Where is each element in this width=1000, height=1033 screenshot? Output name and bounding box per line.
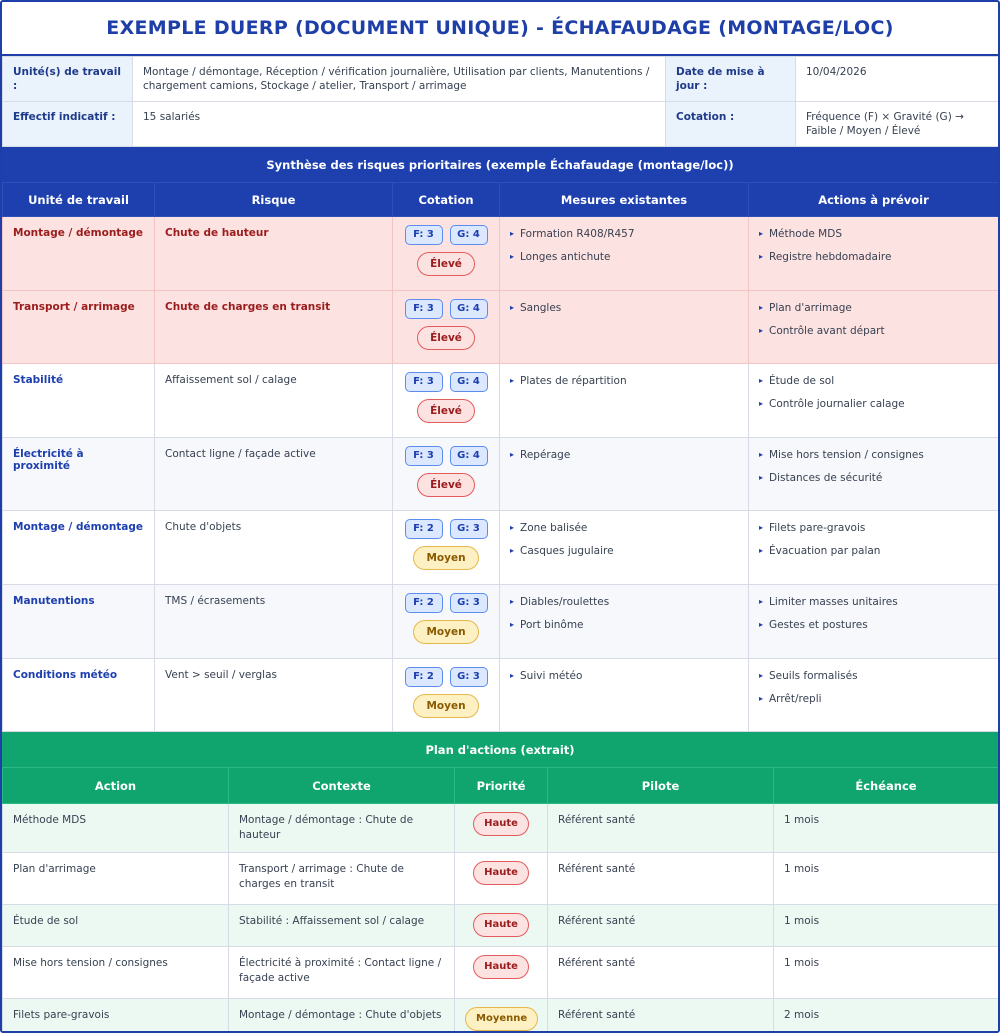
risk-row — [3, 437, 999, 511]
plan-row — [3, 804, 999, 853]
plan-pilot: Référent santé — [548, 947, 774, 999]
risk-measures — [500, 437, 749, 511]
risk-name: Chute de charges en transit — [155, 290, 393, 364]
plan-action: Mise hors tension / consignes — [3, 947, 229, 999]
info-table — [2, 56, 999, 147]
action-item: ▸ Filets pare-gravois — [759, 521, 988, 535]
risk-unit: Manutentions — [3, 584, 155, 658]
plan-pilot: Référent santé — [548, 804, 774, 853]
risks-header-risk: Risque — [155, 183, 393, 217]
risk-measures — [500, 290, 749, 364]
plan-context: Montage / démontage : Chute de hauteur — [229, 804, 455, 853]
plan-context: Transport / arrimage : Chute de charges en transit — [229, 853, 455, 905]
plan-row — [3, 853, 999, 905]
units-value: Montage / démontage, Réception / vérification journalière, Utilisation par clients, Manutentions / chargement camions, Stockage / atelier, Transport / arrimage — [133, 57, 666, 102]
frequency-chip: F: 3 — [405, 372, 443, 392]
plan-due: 1 mois — [774, 804, 999, 853]
risk-unit: Transport / arrimage — [3, 290, 155, 364]
plan-banner: Plan d'actions (extrait) — [2, 732, 998, 767]
risks-header-row — [3, 183, 999, 217]
measure-item: ▸ Repérage — [510, 448, 738, 462]
measure-item: ▸ Port binôme — [510, 618, 738, 632]
risk-measures — [500, 584, 749, 658]
action-item: ▸ Distances de sécurité — [759, 471, 988, 485]
risk-level-badge: Élevé — [417, 252, 475, 276]
risk-unit: Montage / démontage — [3, 217, 155, 291]
plan-pilot: Référent santé — [548, 905, 774, 947]
plan-action: Étude de sol — [3, 905, 229, 947]
action-item: ▸ Étude de sol — [759, 374, 988, 388]
risk-actions — [749, 511, 999, 585]
risk-measures — [500, 511, 749, 585]
priority-badge: Haute — [473, 955, 529, 979]
date-label: Date de mise à jour : — [666, 57, 796, 102]
risks-header-actions: Actions à prévoir — [749, 183, 999, 217]
action-item: ▸ Méthode MDS — [759, 227, 988, 241]
risk-cotation — [393, 584, 500, 658]
plan-header-context: Contexte — [229, 768, 455, 804]
risk-level-badge: Moyen — [413, 694, 478, 718]
measure-item: ▸ Zone balisée — [510, 521, 738, 535]
risk-actions — [749, 290, 999, 364]
risks-header-cotation: Cotation — [393, 183, 500, 217]
risk-level-badge: Moyen — [413, 546, 478, 570]
risk-level-badge: Élevé — [417, 473, 475, 497]
priority-badge: Haute — [473, 913, 529, 937]
risk-measures — [500, 217, 749, 291]
risk-cotation — [393, 511, 500, 585]
plan-action: Méthode MDS — [3, 804, 229, 853]
frequency-chip: F: 2 — [405, 593, 443, 613]
risk-unit: Conditions météo — [3, 658, 155, 732]
plan-header-row — [3, 768, 999, 804]
gravity-chip: G: 4 — [450, 446, 488, 466]
risk-unit: Stabilité — [3, 364, 155, 438]
risk-unit: Montage / démontage — [3, 511, 155, 585]
units-label: Unité(s) de travail : — [3, 57, 133, 102]
risk-cotation — [393, 658, 500, 732]
risk-actions — [749, 437, 999, 511]
risk-level-badge: Élevé — [417, 399, 475, 423]
risk-actions — [749, 364, 999, 438]
risk-name: Affaissement sol / calage — [155, 364, 393, 438]
frequency-chip: F: 2 — [405, 667, 443, 687]
gravity-chip: G: 3 — [450, 519, 488, 539]
risk-actions — [749, 584, 999, 658]
risk-cotation — [393, 364, 500, 438]
plan-priority — [455, 804, 548, 853]
risk-row — [3, 511, 999, 585]
action-item: ▸ Plan d'arrimage — [759, 301, 988, 315]
measure-item: ▸ Diables/roulettes — [510, 595, 738, 609]
risks-banner: Synthèse des risques prioritaires (exemple Échafaudage (montage/loc)) — [2, 147, 998, 182]
risk-level-badge: Moyen — [413, 620, 478, 644]
risk-row — [3, 584, 999, 658]
cotation-value: Fréquence (F) × Gravité (G) → Faible / Moyen / Élevé — [796, 102, 999, 147]
measure-item: ▸ Plates de répartition — [510, 374, 738, 388]
plan-due: 1 mois — [774, 853, 999, 905]
risk-cotation — [393, 290, 500, 364]
risks-header-unit: Unité de travail — [3, 183, 155, 217]
priority-badge: Moyenne — [465, 1007, 538, 1031]
plan-action: Plan d'arrimage — [3, 853, 229, 905]
page-title: EXEMPLE DUERP (DOCUMENT UNIQUE) - ÉCHAFAUDAGE (MONTAGE/LOC) — [2, 2, 998, 56]
frequency-chip: F: 3 — [405, 446, 443, 466]
action-item: ▸ Registre hebdomadaire — [759, 250, 988, 264]
risk-actions — [749, 658, 999, 732]
priority-badge: Haute — [473, 812, 529, 836]
risk-name: Contact ligne / façade active — [155, 437, 393, 511]
staff-label: Effectif indicatif : — [3, 102, 133, 147]
action-item: ▸ Seuils formalisés — [759, 669, 988, 683]
risk-name: Chute d'objets — [155, 511, 393, 585]
frequency-chip: F: 2 — [405, 519, 443, 539]
action-item: ▸ Limiter masses unitaires — [759, 595, 988, 609]
action-item: ▸ Arrêt/repli — [759, 692, 988, 706]
plan-due: 1 mois — [774, 947, 999, 999]
plan-pilot: Référent santé — [548, 999, 774, 1033]
risks-table — [2, 182, 999, 732]
risk-cotation — [393, 437, 500, 511]
risks-header-measures: Mesures existantes — [500, 183, 749, 217]
gravity-chip: G: 3 — [450, 667, 488, 687]
plan-action: Filets pare-gravois — [3, 999, 229, 1033]
risk-measures — [500, 658, 749, 732]
action-item: ▸ Gestes et postures — [759, 618, 988, 632]
plan-row — [3, 947, 999, 999]
risk-name: Chute de hauteur — [155, 217, 393, 291]
plan-header-pilot: Pilote — [548, 768, 774, 804]
risk-cotation — [393, 217, 500, 291]
frequency-chip: F: 3 — [405, 225, 443, 245]
plan-header-action: Action — [3, 768, 229, 804]
risk-actions — [749, 217, 999, 291]
plan-priority — [455, 999, 548, 1033]
plan-header-due: Échéance — [774, 768, 999, 804]
risk-level-badge: Élevé — [417, 326, 475, 350]
priority-badge: Haute — [473, 861, 529, 885]
risk-unit: Électricité à proximité — [3, 437, 155, 511]
risk-name: Vent > seuil / verglas — [155, 658, 393, 732]
staff-value: 15 salariés — [133, 102, 666, 147]
plan-table — [2, 767, 999, 1033]
plan-due: 2 mois — [774, 999, 999, 1033]
action-item: ▸ Contrôle avant départ — [759, 324, 988, 338]
action-item: ▸ Contrôle journalier calage — [759, 397, 988, 411]
plan-priority — [455, 853, 548, 905]
plan-context: Montage / démontage : Chute d'objets — [229, 999, 455, 1033]
measure-item: ▸ Formation R408/R457 — [510, 227, 738, 241]
measure-item: ▸ Casques jugulaire — [510, 544, 738, 558]
date-value: 10/04/2026 — [796, 57, 999, 102]
frequency-chip: F: 3 — [405, 299, 443, 319]
plan-row — [3, 999, 999, 1033]
gravity-chip: G: 4 — [450, 299, 488, 319]
cotation-label: Cotation : — [666, 102, 796, 147]
gravity-chip: G: 4 — [450, 225, 488, 245]
plan-due: 1 mois — [774, 905, 999, 947]
plan-context: Stabilité : Affaissement sol / calage — [229, 905, 455, 947]
risk-measures — [500, 364, 749, 438]
action-item: ▸ Évacuation par palan — [759, 544, 988, 558]
gravity-chip: G: 4 — [450, 372, 488, 392]
plan-pilot: Référent santé — [548, 853, 774, 905]
gravity-chip: G: 3 — [450, 593, 488, 613]
plan-priority — [455, 905, 548, 947]
risk-row — [3, 658, 999, 732]
measure-item: ▸ Suivi météo — [510, 669, 738, 683]
risk-row — [3, 364, 999, 438]
measure-item: ▸ Longes antichute — [510, 250, 738, 264]
risk-row — [3, 290, 999, 364]
measure-item: ▸ Sangles — [510, 301, 738, 315]
plan-header-priority: Priorité — [455, 768, 548, 804]
plan-priority — [455, 947, 548, 999]
action-item: ▸ Mise hors tension / consignes — [759, 448, 988, 462]
plan-context: Électricité à proximité : Contact ligne / façade active — [229, 947, 455, 999]
risk-row — [3, 217, 999, 291]
plan-row — [3, 905, 999, 947]
risk-name: TMS / écrasements — [155, 584, 393, 658]
